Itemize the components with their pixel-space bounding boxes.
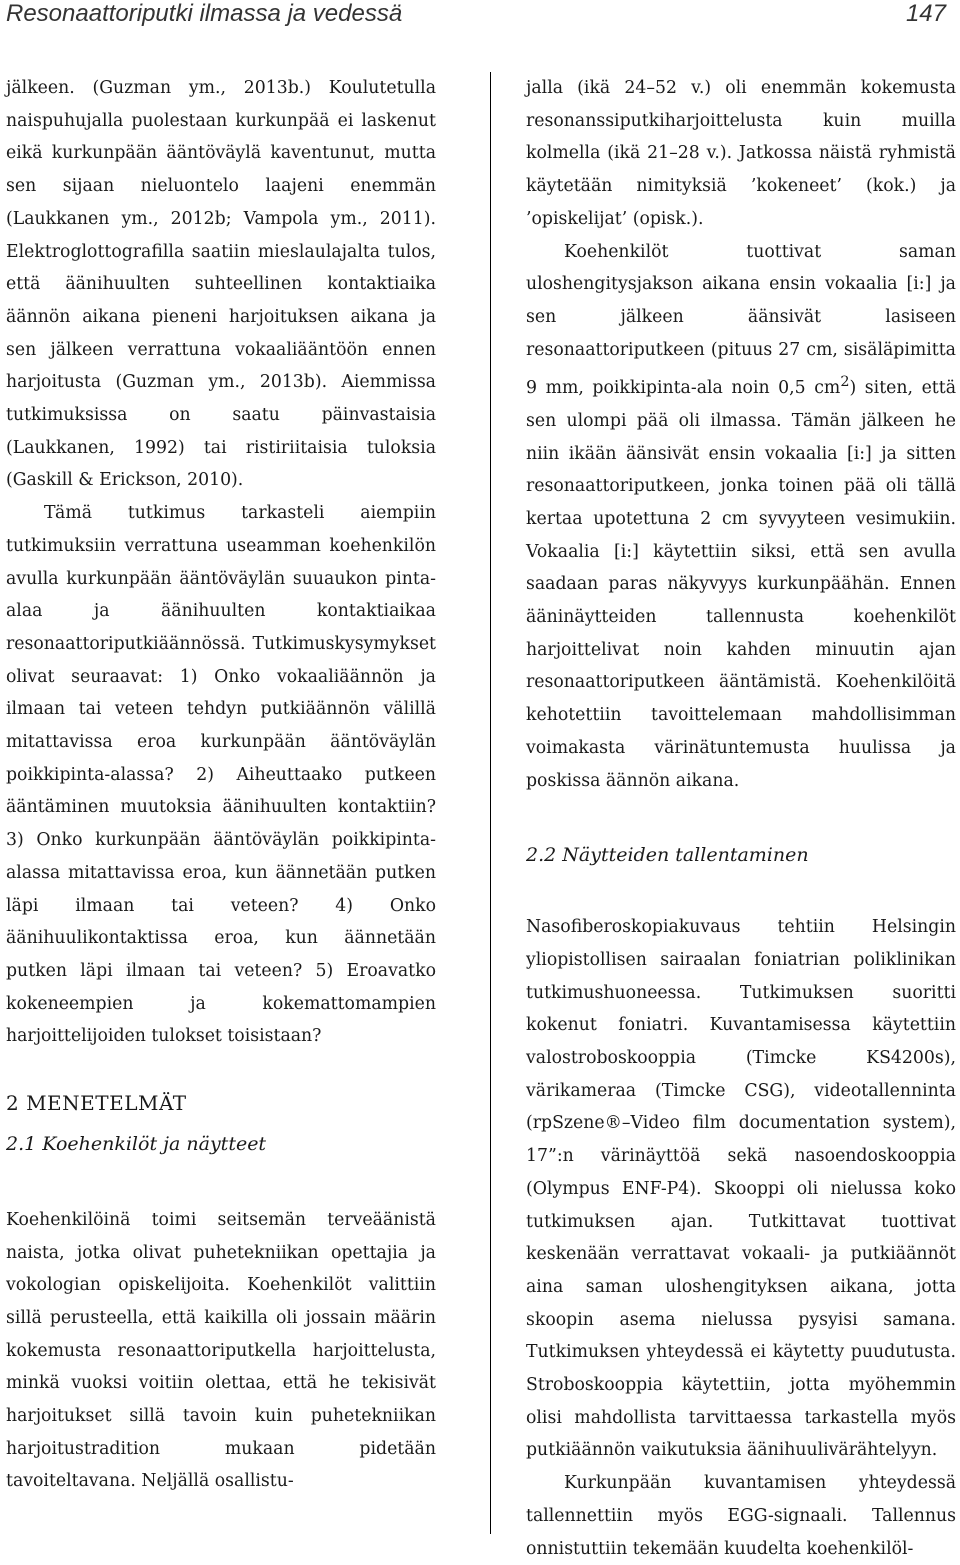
left-column: [6, 72, 436, 1498]
superscript: 2: [840, 374, 850, 391]
paragraph: Kurkunpään kuvantamisen yhteydessä tallennettiin myös EGG-signaali. Tallennus onnistuttiin tekemään kuudelta koehenkilöl-: [526, 1473, 956, 1559]
paragraph: Koehenkilöinä toimi seitsemän terveäänistä naista, jotka olivat puhetekniikan opettajia ja vokologian opiskelijoita. Koehenkilöt valittiin sillä perusteella, että kaikilla oli jossain määrin kokemusta resonaattoriputkella harjoittelusta, minkä vuoksi voitiin olettaa, että he tekisivät harjoitukset sillä tavoin kuin puhetekniikan harjoitustradition mukaan pidetään tavoiteltavana. Neljällä osallistu-: [6, 1209, 436, 1492]
running-header: [6, 0, 946, 32]
paragraph: jälkeen. (Guzman ym., 2013b.) Koulutetulla naispuhujalla puolestaan kurkunpää ei laskenut eikä kurkunpään ääntöväylä kaventunut, mutta sen sijaan nieluontelo laajeni enemmän (Laukkanen ym., 2012b; Vampola ym., 2011). Elektroglottografilla saatiin mieslaulajalta tulos, että äänihuulten suhteellinen kontaktiaika äännön aikana pieneni harjoituksen aikana ja sen jälkeen verrattuna vokaaliääntöön ennen harjoitusta (Guzman ym., 2013b). Aiemmissa tutkimuksissa on saatu päinvastaisia (Laukkanen, 1992) tai ristiriitaisia tuloksia (Gaskill & Erickson, 2010).: [6, 78, 436, 491]
paragraph: jalla (ikä 24–52 v.) oli enemmän kokemusta resonanssiputkiharjoittelusta kuin muilla kolmella (ikä 21–28 v.). Jatkossa näistä ryhmistä käytetään nimityksiä ’kokeneet’ (kok.) ja ’opiskelijat’ (opisk.).: [526, 78, 956, 229]
column-divider: [490, 72, 491, 1534]
page-number: 147: [905, 0, 946, 27]
subsection-heading: 2.2 Näytteiden tallentaminen: [526, 844, 809, 867]
paragraph: Nasofiberoskopiakuvaus tehtiin Helsingin yliopistollisen sairaalan foniatrian poliklinikan tutkimushuoneessa. Tutkimuksen suoritti kokenut foniatri. Kuvantamisessa käytettiin valostroboskooppia (Timcke KS4200s), värikameraa (Timcke CSG), videotallenninta (rpSzene®–Video film documentation system), 17”:n värinäyttöä sekä nasoendoskooppia (Olympus ENF-P4). Skooppi oli nielussa koko tutkimuksen ajan. Tutkittavat tuottivat keskenään verrattavat vokaali- ja putkiäännöt aina saman uloshengityksen aikana, jotta skoopin asema nielussa pysyisi samana. Tutkimuksen yhteydessä ei käytetty puudutusta. Stroboskooppia käytettiin, jotta myöhemmin olisi mahdollista tarvittaessa tarkastella myös putkiäännön vaikutuksia äänihuulivärähtelyyn.: [526, 917, 956, 1461]
paragraph-text: ) siten, että sen ulompi pää oli ilmassa. Tämän jälkeen he niin ikään äänsivät ensin vokaalia [i:] ja sitten resonaattoriputkeen, jonka toinen pää oli tällä kertaa upotettuna 2 cm syvyyteen vesimukiin. Vokaalia [i:] käytettiin siksi, että sen avulla saadaan paras näkyvyys kurkunpäähän. Ennen ääninäytteiden tallennusta koehenkilöt harjoittelivat noin kahden minuutin ajan resonaattoriputkeen ääntämistä. Koehenkilöitä kehotettiin tavoittelemaan mahdollisimman voimakasta värinätuntemusta huulissa ja poskissa äännön aikana.: [526, 378, 956, 791]
right-column: [526, 72, 956, 1565]
subsection-heading: 2.1 Koehenkilöt ja näytteet: [6, 1132, 267, 1155]
paragraph: Tämä tutkimus tarkasteli aiempiin tutkimuksiin verrattuna useamman koehenkilön avulla kurkunpään ääntöväylän suuaukon pinta-alaa ja äänihuulten kontaktiaikaa resonaattoriputkiäännössä. Tutkimuskysymykset olivat seuraavat: 1) Onko vokaaliäännön ja ilmaan tai veteen tehdyn putkiäännön välillä mitattavissa eroa kurkunpään ääntöväylän poikkipinta-alassa? 2) Aiheuttaako putkeen ääntäminen muutoksia äänihuulten kontaktiin? 3) Onko kurkunpään ääntöväylän poikkipinta-alassa mitattavissa eroa, kun äännetään putken läpi ilmaan tai veteen? 4) Onko äänihuulikontaktissa eroa, kun äännetään putken läpi ilmaan tai veteen? 5) Eroavatko kokeneempien ja kokemattomampien harjoittelijoiden tulokset toisistaan?: [6, 503, 436, 1047]
section-heading: 2 MENETELMÄT: [6, 1091, 187, 1116]
paragraph-text: Koehenkilöt tuottivat saman uloshengitysjakson aikana ensin vokaalia [i:] ja sen jälkeen äänsivät lasiseen resonaattoriputkeen (pituus 27 cm, sisäläpimitta 9 mm, poikkipinta-ala noin 0,5 cm: [526, 241, 956, 399]
running-title: Resonaattoriputki ilmassa ja vedessä: [6, 0, 403, 27]
paragraph: [526, 236, 956, 798]
